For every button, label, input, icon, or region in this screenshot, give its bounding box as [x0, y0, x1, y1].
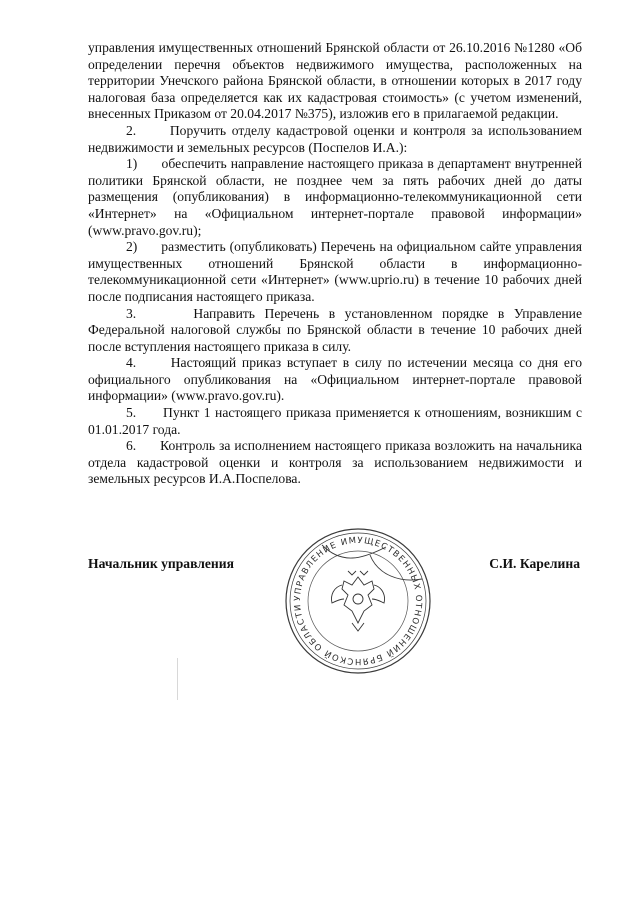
- paragraph-2-2: 2) разместить (опубликовать) Перечень на официальном сайте управления имущественных отношений Брянской области в информационно-телекоммуникационной сети «Интернет» (www.uprio.ru) в течение 10 рабочих дней после подписания настоящего приказа.: [88, 239, 582, 304]
- official-seal-stamp: [282, 525, 434, 677]
- paragraph-2-1: 1) обеспечить направление настоящего приказа в департамент внутренней политики Брянской области, не позднее чем за пять рабочих дней до даты размещения (опубликования) в информационно-телекоммуникационной сети «Интернет» на «Официальном интернет-портале правовой информации» (www.pravo.gov.ru);: [88, 156, 582, 238]
- scan-margin-mark: [177, 658, 178, 700]
- document-body: [88, 40, 582, 488]
- paragraph-5: 5. Пункт 1 настоящего приказа применяется к отношениям, возникшим с 01.01.2017 года.: [88, 405, 582, 437]
- signatory-name: С.И. Карелина: [489, 556, 580, 571]
- signatory-title: Начальник управления: [88, 556, 234, 571]
- paragraph-4: 4. Настоящий приказ вступает в силу по истечении месяца со дня его официального опубликования на «Официальном интернет-портале правовой информации» (www.pravo.gov.ru).: [88, 355, 582, 404]
- paragraph-3: 3. Направить Перечень в установленном порядке в Управление Федеральной налоговой службы по Брянской области в течение 10 рабочих дней после вступления настоящего приказа в силу.: [88, 305, 582, 354]
- paragraph-6: 6. Контроль за исполнением настоящего приказа возложить на начальника отдела кадастровой оценки и контроля за использованием недвижимости и земельных ресурсов И.А.Поспелова.: [88, 438, 582, 487]
- seal-outer-text: УПРАВЛЕНИЕ ИМУЩЕСТВЕННЫХ ОТНОШЕНИЙ БРЯНСКОЙ ОБЛАСТИ: [292, 535, 424, 667]
- seal-icon: [282, 525, 434, 677]
- paragraph-1: управления имущественных отношений Брянской области от 26.10.2016 №1280 «Об определении перечня объектов недвижимого имущества, расположенных на территории Унечского района Брянской области, в отношении которых в 2017 году налоговая база определяется как их кадастровая стоимость» (с учетом изменений, внесенных Приказом от 20.04.2017 №375), изложив его в прилагаемой редакции.: [88, 40, 582, 122]
- paragraph-2: 2. Поручить отделу кадастровой оценки и контроля за использованием недвижимости и земельных ресурсов (Поспелов И.А.):: [88, 122, 582, 155]
- double-headed-eagle-icon: [331, 571, 384, 631]
